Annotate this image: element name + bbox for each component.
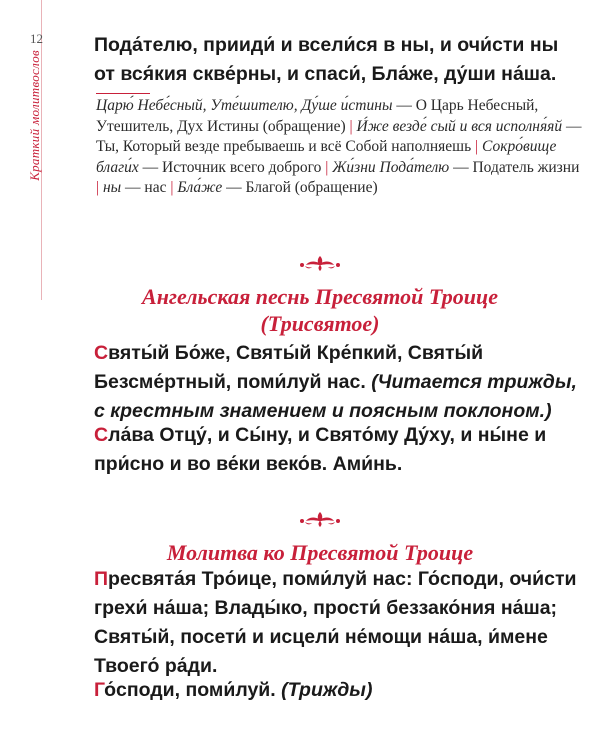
drop-initial: Г — [94, 679, 105, 701]
glossary-term: И́же везде́ сый и вся исполня́яй — [356, 117, 563, 135]
glossary: Царю́ Небе́сный, Уте́шителю, Ду́ше и́стины — О Царь Небесный, Утешитель, Дух Истины (обращение) | И́же везде́ сый и вся исполня́яй — Ты, Который везде пребываешь и всё Собой наполняешь | Сокро́вище благи́х — Источник всего доброго | Жи́зни Пода́телю — Податель жизни | ны — нас | Бла́же — Благой (обращение) — [96, 97, 582, 197]
section-title-line: (Трисвятое) — [260, 311, 380, 336]
glossary-term: Сокро́вище благи́х — [96, 138, 557, 176]
glossary-term: Царю́ Небе́сный, Уте́шителю, Ду́ше и́стины — [96, 97, 393, 114]
glossary-meaning: Податель жизни — [472, 158, 580, 176]
page-number: 12 — [30, 31, 43, 46]
prayer-text: о́споди, поми́луй. — [104, 679, 282, 701]
prayer-trisagion — [94, 339, 584, 426]
floral-ornament-icon — [296, 253, 344, 273]
glossary-meaning: нас — [144, 179, 167, 197]
section-title-line: Ангельская песнь Пресвятой Троице — [142, 284, 498, 309]
glossary-divider — [96, 93, 150, 94]
glossary-meaning: О Царь Небесный, Утешитель, Дух Истины (обращение) — [96, 97, 539, 135]
prayer-holy-spirit-ending: Пода́телю, прииди́ и всели́ся в ны, и очи́сти ны от вся́кия скве́рны, и спаси́, Бла́же, ду́ши на́ша. — [94, 34, 559, 85]
prayer-glory — [94, 421, 584, 479]
drop-initial: С — [94, 424, 109, 446]
floral-ornament-icon — [296, 509, 344, 529]
glossary-term: ны — [102, 179, 122, 197]
glossary-term: Жи́зни Пода́телю — [332, 158, 450, 176]
section-title-trinity: Молитва ко Пресвятой Троице — [166, 540, 474, 565]
prayer-holy-trinity — [94, 565, 584, 681]
section-title-trisagion — [100, 283, 540, 337]
rubric-instruction: (Трижды) — [281, 679, 373, 701]
glossary-meaning: Ты, Который везде пребываешь и всё Собой наполняешь — [96, 138, 472, 156]
glossary-meaning: Благой (обращение) — [245, 179, 378, 197]
running-head: Краткий молитвослов — [27, 50, 42, 181]
prayer-text: ла́ва Отцу́, и Сы́ну, и Свято́му Ду́ху, и ны́не и при́сно и во ве́ки веко́в. Ами́нь. — [94, 424, 547, 475]
glossary-term: Бла́же — [177, 179, 223, 197]
drop-initial: С — [94, 342, 109, 364]
prayer-text: вяты́й Бо́же, Святы́й Кре́пкий, Святы́й Безсме́ртный, поми́луй нас. — [94, 342, 484, 393]
prayer-lord-have-mercy — [94, 676, 584, 705]
drop-initial: П — [94, 568, 109, 590]
rubric-instruction: (Читается трижды, с крестным знамением и поясным поклоном.) — [94, 371, 577, 422]
prayer-text: ресвята́я Тро́ице, поми́луй нас: Го́споди, очи́сти грехи́ на́ша; Влады́ко, прости́ беззако́ния на́ша; Святы́й, посети́ и исцели́ не́мощи на́ша, и́мене Твоего́ ра́ди. — [94, 568, 577, 677]
glossary-meaning: Источник всего доброго — [162, 158, 322, 176]
